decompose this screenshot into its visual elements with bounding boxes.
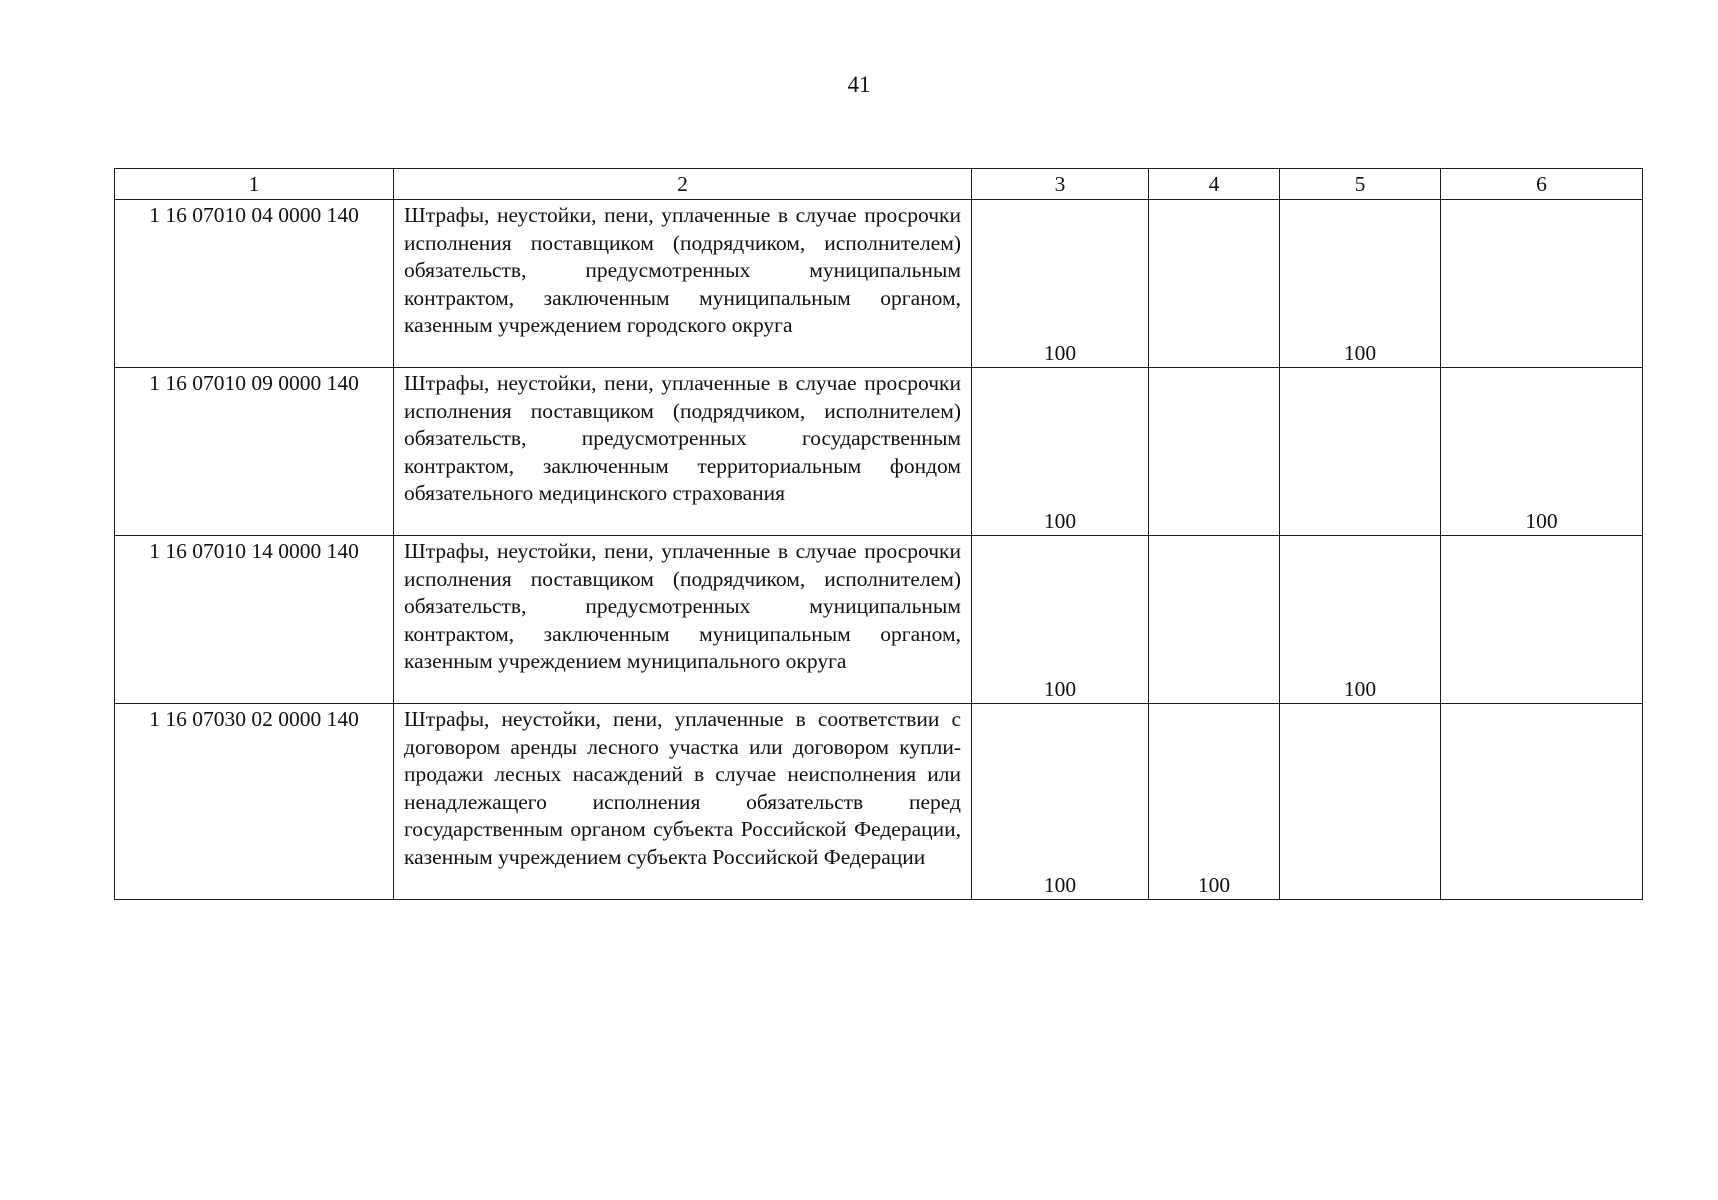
value-cell-col3: 100 — [972, 536, 1149, 704]
header-col-3: 3 — [972, 169, 1149, 200]
description-cell: Штрафы, неустойки, пени, уплаченные в случае просрочки исполнения поставщиком (подрядчиком, исполнителем) обязательств, предусмотренных муниципальным контрактом, заключенным муниципальным органом, казенным учреждением муниципального округа — [394, 536, 972, 704]
value-cell-col3: 100 — [972, 200, 1149, 368]
header-col-4: 4 — [1149, 169, 1280, 200]
code-cell: 1 16 07010 14 0000 140 — [115, 536, 394, 704]
table-header-row — [115, 169, 1643, 200]
description-cell: Штрафы, неустойки, пени, уплаченные в случае просрочки исполнения поставщиком (подрядчиком, исполнителем) обязательств, предусмотренных государственным контрактом, заключенным территориальным фондом обязательного медицинского страхования — [394, 368, 972, 536]
description-cell: Штрафы, неустойки, пени, уплаченные в случае просрочки исполнения поставщиком (подрядчиком, исполнителем) обязательств, предусмотренных муниципальным контрактом, заключенным муниципальным органом, казенным учреждением городского округа — [394, 200, 972, 368]
table-row — [115, 200, 1643, 368]
header-col-1: 1 — [115, 169, 394, 200]
code-cell: 1 16 07010 04 0000 140 — [115, 200, 394, 368]
value-cell-col6 — [1441, 200, 1643, 368]
value-cell-col6 — [1441, 536, 1643, 704]
value-cell-col4 — [1149, 368, 1280, 536]
description-cell: Штрафы, неустойки, пени, уплаченные в соответствии с договором аренды лесного участка или договором купли-продажи лесных насаждений в случае неисполнения или ненадлежащего исполнения обязательств перед государственным органом субъекта Российской Федерации, казенным учреждением субъекта Российской Федерации — [394, 704, 972, 900]
code-cell: 1 16 07010 09 0000 140 — [115, 368, 394, 536]
budget-classification-table — [114, 168, 1643, 900]
header-col-6: 6 — [1441, 169, 1643, 200]
header-col-5: 5 — [1280, 169, 1441, 200]
value-cell-col4 — [1149, 200, 1280, 368]
value-cell-col5: 100 — [1280, 536, 1441, 704]
page-number: 41 — [847, 72, 871, 97]
value-cell-col6 — [1441, 704, 1643, 900]
value-cell-col5 — [1280, 704, 1441, 900]
table-row — [115, 368, 1643, 536]
header-col-2: 2 — [394, 169, 972, 200]
value-cell-col6: 100 — [1441, 368, 1643, 536]
code-cell: 1 16 07030 02 0000 140 — [115, 704, 394, 900]
value-cell-col5 — [1280, 368, 1441, 536]
value-cell-col4 — [1149, 536, 1280, 704]
value-cell-col3: 100 — [972, 368, 1149, 536]
value-cell-col3: 100 — [972, 704, 1149, 900]
table-row — [115, 536, 1643, 704]
table-row — [115, 704, 1643, 900]
value-cell-col4: 100 — [1149, 704, 1280, 900]
value-cell-col5: 100 — [1280, 200, 1441, 368]
